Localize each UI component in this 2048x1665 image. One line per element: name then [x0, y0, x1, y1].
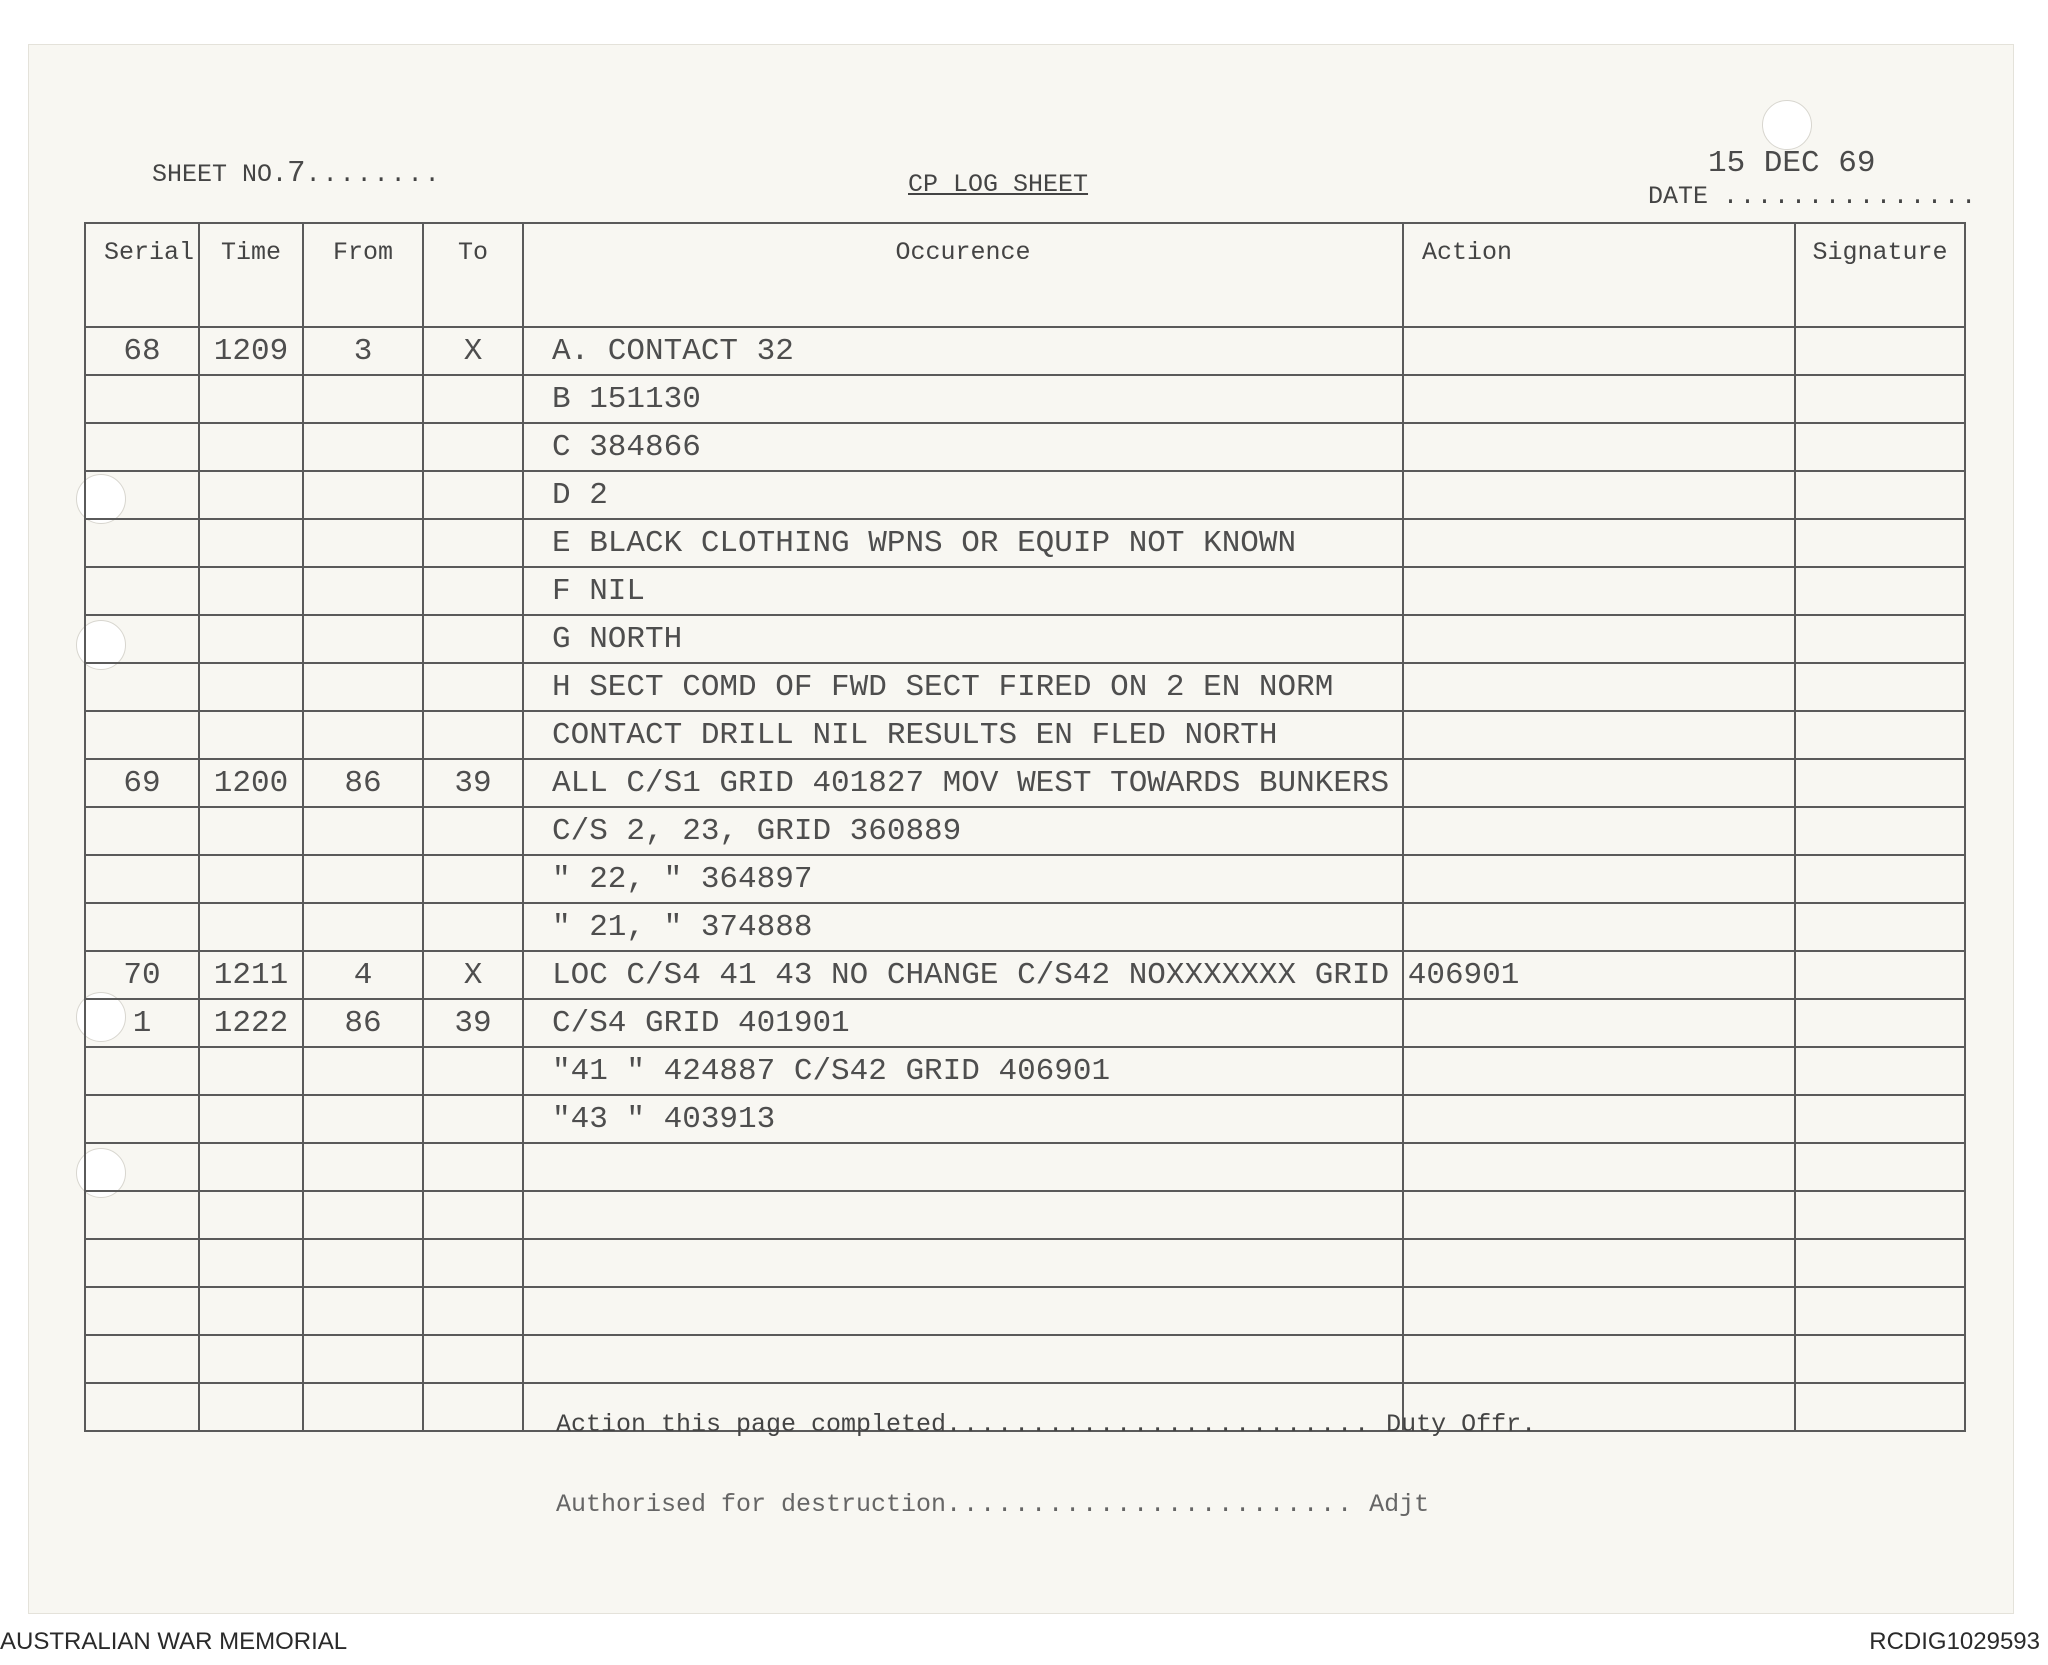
cell-occurrence: [523, 1287, 1403, 1335]
table-row: [85, 807, 1965, 855]
cell-occurrence: " 22, " 364897: [523, 855, 1403, 903]
cell-to: [423, 1047, 523, 1095]
cell-from: [303, 1287, 423, 1335]
cell-occurrence: C 384866: [523, 423, 1403, 471]
cell-serial: [85, 1143, 199, 1191]
cell-occurrence: F NIL: [523, 567, 1403, 615]
cell-occurrence: [523, 1191, 1403, 1239]
cell-time: [199, 1143, 303, 1191]
cell-signature: [1795, 471, 1965, 519]
cell-to: 39: [423, 759, 523, 807]
cell-time: [199, 1287, 303, 1335]
cell-action: [1403, 615, 1795, 663]
cell-signature: [1795, 1239, 1965, 1287]
cell-serial: [85, 1335, 199, 1383]
cell-serial: [85, 1095, 199, 1143]
cell-signature: [1795, 423, 1965, 471]
page-title: CP LOG SHEET: [908, 170, 1089, 199]
cell-occurrence: G NORTH: [523, 615, 1403, 663]
duty-officer-label: Duty Offr.: [1386, 1410, 1537, 1439]
col-occurrence: Occurence: [523, 223, 1403, 327]
cell-serial: [85, 615, 199, 663]
cell-from: [303, 471, 423, 519]
cell-action: [1403, 1143, 1795, 1191]
col-to: To: [423, 223, 523, 327]
cell-to: X: [423, 327, 523, 375]
cell-occurrence: LOC C/S4 41 43 NO CHANGE C/S42 NOXXXXXXX GRID 406901: [523, 951, 1403, 999]
cell-serial: [85, 855, 199, 903]
cell-from: 86: [303, 999, 423, 1047]
cell-signature: [1795, 1095, 1965, 1143]
cell-time: [199, 903, 303, 951]
cell-from: 3: [303, 327, 423, 375]
cell-time: [199, 519, 303, 567]
cell-action: [1403, 807, 1795, 855]
cell-from: [303, 663, 423, 711]
cell-from: [303, 519, 423, 567]
table-row: [85, 663, 1965, 711]
table-row: [85, 423, 1965, 471]
cell-from: [303, 903, 423, 951]
cell-to: [423, 855, 523, 903]
cell-occurrence: C/S4 GRID 401901: [523, 999, 1403, 1047]
cell-signature: [1795, 1287, 1965, 1335]
completed-label: Action this page completed: [556, 1410, 947, 1439]
cell-from: [303, 1143, 423, 1191]
cell-occurrence: A. CONTACT 32: [523, 327, 1403, 375]
cell-signature: [1795, 375, 1965, 423]
cell-to: [423, 423, 523, 471]
cell-signature: [1795, 711, 1965, 759]
cell-time: [199, 615, 303, 663]
record-id-caption: RCDIG1029593: [1869, 1628, 2040, 1655]
table-row: [85, 375, 1965, 423]
cell-from: [303, 1191, 423, 1239]
cell-action: [1403, 567, 1795, 615]
cell-time: [199, 1335, 303, 1383]
log-table: [84, 222, 1966, 1432]
cell-signature: [1795, 1383, 1965, 1431]
cell-from: [303, 855, 423, 903]
cell-from: [303, 1239, 423, 1287]
cell-action: [1403, 759, 1795, 807]
cell-to: [423, 471, 523, 519]
cell-signature: [1795, 855, 1965, 903]
cell-serial: 68: [85, 327, 199, 375]
date-dots: ...............: [1723, 182, 1979, 211]
table-row: [85, 1239, 1965, 1287]
cell-serial: 70: [85, 951, 199, 999]
cell-serial: [85, 807, 199, 855]
cell-time: [199, 1239, 303, 1287]
cell-serial: [85, 471, 199, 519]
cell-action: [1403, 1095, 1795, 1143]
cell-signature: [1795, 759, 1965, 807]
cell-time: 1211: [199, 951, 303, 999]
table-row: [85, 1047, 1965, 1095]
cell-signature: [1795, 903, 1965, 951]
cell-signature: [1795, 1047, 1965, 1095]
cell-serial: [85, 1191, 199, 1239]
cell-from: [303, 1335, 423, 1383]
cell-to: [423, 519, 523, 567]
cell-time: 1200: [199, 759, 303, 807]
cell-to: [423, 375, 523, 423]
table-row: [85, 567, 1965, 615]
cell-occurrence: [523, 1335, 1403, 1383]
cell-time: [199, 1383, 303, 1431]
cell-from: 86: [303, 759, 423, 807]
table-row: [85, 759, 1965, 807]
cell-serial: [85, 1383, 199, 1431]
cell-occurrence: E BLACK CLOTHING WPNS OR EQUIP NOT KNOWN: [523, 519, 1403, 567]
cell-action: [1403, 471, 1795, 519]
cell-time: 1209: [199, 327, 303, 375]
cell-to: [423, 711, 523, 759]
cell-occurrence: [523, 1239, 1403, 1287]
cell-to: [423, 567, 523, 615]
table-row: [85, 471, 1965, 519]
cell-action: [1403, 855, 1795, 903]
cell-serial: 69: [85, 759, 199, 807]
table-row: [85, 1335, 1965, 1383]
cell-from: [303, 1383, 423, 1431]
cell-signature: [1795, 327, 1965, 375]
cell-to: [423, 1143, 523, 1191]
table-row: [85, 1191, 1965, 1239]
cell-action: [1403, 1047, 1795, 1095]
cell-time: [199, 1095, 303, 1143]
sheet-value: 7: [287, 156, 306, 191]
col-from: From: [303, 223, 423, 327]
cell-action: [1403, 327, 1795, 375]
cell-time: [199, 663, 303, 711]
cell-serial: [85, 1287, 199, 1335]
archive-caption: AUSTRALIAN WAR MEMORIAL: [0, 1628, 348, 1655]
cell-time: [199, 567, 303, 615]
cell-action: [1403, 423, 1795, 471]
punch-hole: [1762, 100, 1812, 150]
date-label: DATE: [1648, 182, 1709, 211]
date-value: 15 DEC 69: [1708, 146, 1876, 181]
destruction-label: Authorised for destruction: [556, 1490, 947, 1519]
cell-action: [1403, 1335, 1795, 1383]
cell-signature: [1795, 1335, 1965, 1383]
cell-time: [199, 855, 303, 903]
cell-occurrence: H SECT COMD OF FWD SECT FIRED ON 2 EN NORM: [523, 663, 1403, 711]
cell-serial: [85, 711, 199, 759]
cell-occurrence: [523, 1143, 1403, 1191]
cell-signature: [1795, 951, 1965, 999]
cell-signature: [1795, 567, 1965, 615]
cell-to: [423, 615, 523, 663]
cell-serial: [85, 519, 199, 567]
cell-serial: [85, 663, 199, 711]
cell-time: [199, 711, 303, 759]
cell-from: [303, 1095, 423, 1143]
cell-from: [303, 423, 423, 471]
sheet-label: SHEET NO.: [152, 160, 288, 189]
table-row: [85, 1143, 1965, 1191]
col-action: Action: [1403, 223, 1795, 327]
table-row: [85, 855, 1965, 903]
cell-time: [199, 375, 303, 423]
cell-signature: [1795, 615, 1965, 663]
cell-signature: [1795, 999, 1965, 1047]
cell-to: [423, 1383, 523, 1431]
cell-time: 1222: [199, 999, 303, 1047]
cell-time: [199, 1047, 303, 1095]
date-field: [1648, 182, 1978, 211]
cell-from: [303, 375, 423, 423]
col-serial: Serial: [85, 223, 199, 327]
cell-action: [1403, 711, 1795, 759]
cell-serial: [85, 903, 199, 951]
cell-from: [303, 567, 423, 615]
table-row: [85, 615, 1965, 663]
cell-action: [1403, 375, 1795, 423]
cell-action: [1403, 999, 1795, 1047]
action-completed-line: [556, 1410, 1536, 1439]
cell-to: X: [423, 951, 523, 999]
cell-signature: [1795, 519, 1965, 567]
cell-action: [1403, 519, 1795, 567]
cell-action: [1403, 663, 1795, 711]
table-row: [85, 1095, 1965, 1143]
cell-to: [423, 903, 523, 951]
cell-action: [1403, 1239, 1795, 1287]
cell-occurrence: ALL C/S1 GRID 401827 MOV WEST TOWARDS BUNKERS: [523, 759, 1403, 807]
sheet-dots: ........: [305, 160, 442, 189]
cell-to: [423, 1335, 523, 1383]
table-row: [85, 903, 1965, 951]
cell-to: [423, 807, 523, 855]
cell-time: [199, 471, 303, 519]
cell-signature: [1795, 807, 1965, 855]
cell-occurrence: B 151130: [523, 375, 1403, 423]
cell-to: [423, 1095, 523, 1143]
cell-from: 4: [303, 951, 423, 999]
adjutant-label: Adjt: [1369, 1490, 1430, 1519]
completed-dots: .........................: [946, 1410, 1372, 1439]
cell-signature: [1795, 663, 1965, 711]
cell-occurrence: CONTACT DRILL NIL RESULTS EN FLED NORTH: [523, 711, 1403, 759]
header-row: [85, 223, 1965, 327]
cell-serial: [85, 1239, 199, 1287]
cell-from: [303, 1047, 423, 1095]
cell-signature: [1795, 1143, 1965, 1191]
cell-occurrence: " 21, " 374888: [523, 903, 1403, 951]
col-time: Time: [199, 223, 303, 327]
cell-serial: [85, 1047, 199, 1095]
cell-signature: [1795, 1191, 1965, 1239]
cell-from: [303, 615, 423, 663]
table-row: [85, 519, 1965, 567]
cell-to: 39: [423, 999, 523, 1047]
cell-serial: 1: [85, 999, 199, 1047]
cell-to: [423, 1287, 523, 1335]
cell-from: [303, 807, 423, 855]
cell-to: [423, 1191, 523, 1239]
cell-time: [199, 807, 303, 855]
cell-serial: [85, 375, 199, 423]
sheet-number: [152, 156, 442, 191]
table-row: [85, 327, 1965, 375]
cell-to: [423, 1239, 523, 1287]
cell-time: [199, 1191, 303, 1239]
table-row: [85, 951, 1965, 999]
cell-time: [199, 423, 303, 471]
cell-occurrence: D 2: [523, 471, 1403, 519]
cell-action: [1403, 903, 1795, 951]
cell-action: [1403, 1287, 1795, 1335]
cell-from: [303, 711, 423, 759]
cell-occurrence: "41 " 424887 C/S42 GRID 406901: [523, 1047, 1403, 1095]
cell-action: [1403, 1191, 1795, 1239]
destruction-dots: ........................: [946, 1490, 1355, 1519]
cell-occurrence: "43 " 403913: [523, 1095, 1403, 1143]
table-row: [85, 1287, 1965, 1335]
cell-to: [423, 663, 523, 711]
cell-occurrence: C/S 2, 23, GRID 360889: [523, 807, 1403, 855]
col-signature: Signature: [1795, 223, 1965, 327]
cell-serial: [85, 423, 199, 471]
log-body: [85, 327, 1965, 1431]
authorised-destruction-line: [556, 1490, 1429, 1519]
cell-serial: [85, 567, 199, 615]
table-row: [85, 999, 1965, 1047]
table-row: [85, 711, 1965, 759]
